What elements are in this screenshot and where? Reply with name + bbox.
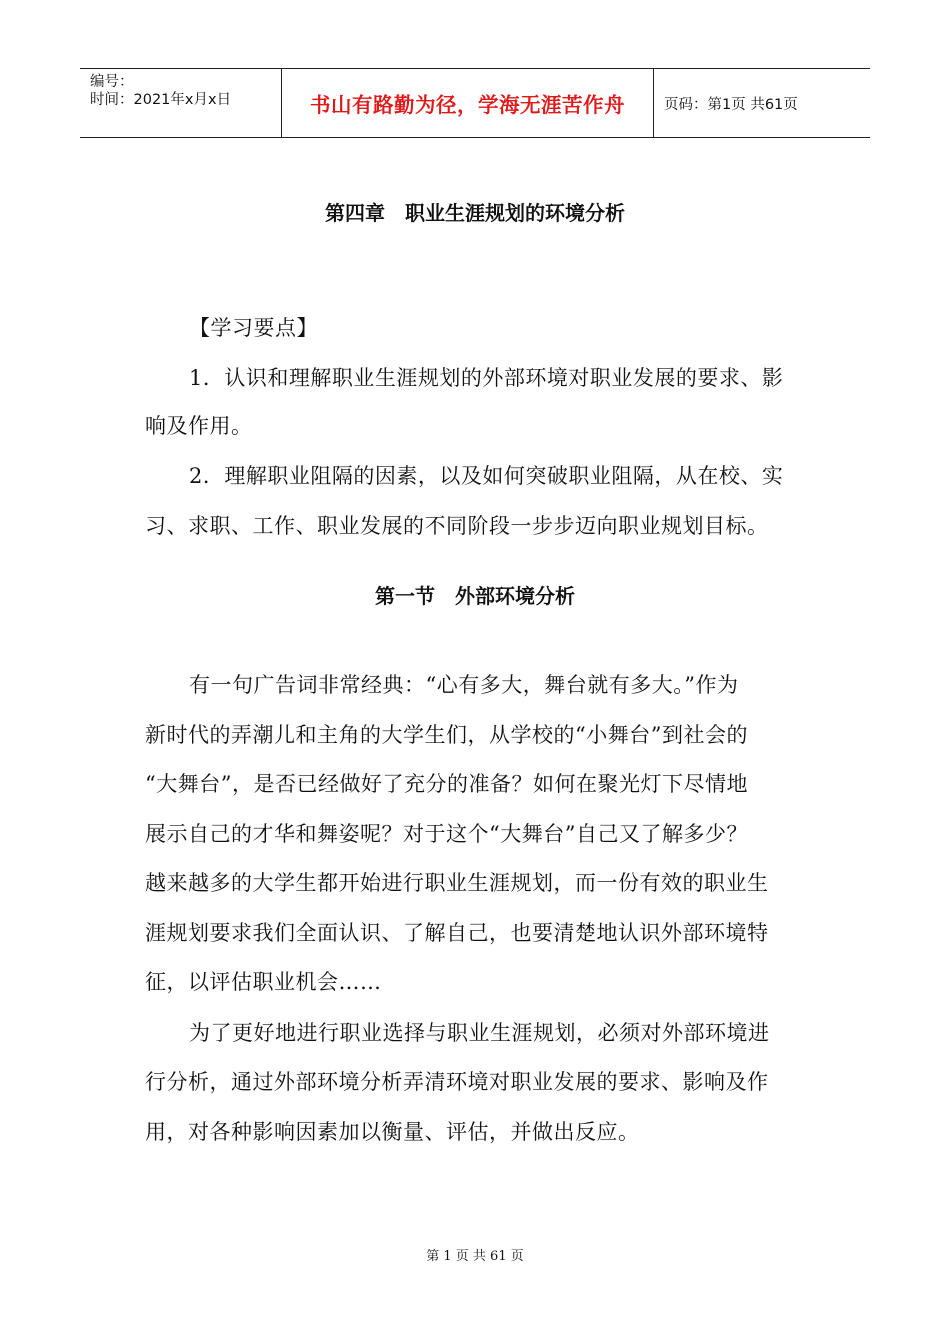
paragraph-line: 有一句广告词非常经典：“心有多大，舞台就有多大。”作为 [189, 673, 739, 697]
date-label: 时间：2021年x月x日 [90, 92, 232, 108]
key-point-line: 习、求职、工作、职业发展的不同阶段一步步迈向职业规划目标。 [145, 514, 769, 538]
paragraph-line: 行分析，通过外部环境分析弄清环境对职业发展的要求、影响及作 [145, 1070, 769, 1094]
paragraph-line: 征，以评估职业机会…… [145, 970, 382, 994]
paragraph-line: 涯规划要求我们全面认识、了解自己，也要清楚地认识外部环境特 [145, 921, 769, 945]
section-title: 第一节 外部环境分析 [375, 584, 575, 608]
paragraph-line: 为了更好地进行职业选择与职业生涯规划，必须对外部环境进 [189, 1021, 770, 1045]
paragraph-line: 越来越多的大学生都开始进行职业生涯规划，而一份有效的职业生 [145, 871, 769, 895]
header-meta-cell [80, 69, 282, 137]
header-page-cell [654, 69, 870, 137]
key-point-line: 1．认识和理解职业生涯规划的外部环境对职业发展的要求、影 [189, 366, 784, 390]
paragraph-line: 展示自己的才华和舞姿呢？对于这个“大舞台”自己又了解多少？ [145, 822, 748, 846]
doc-number-label: 编号： [90, 74, 134, 90]
motto-text: 书山有路勤为径，学海无涯苦作舟 [310, 93, 625, 117]
paragraph-line: 新时代的弄潮儿和主角的大学生们，从学校的“小舞台”到社会的 [145, 723, 748, 747]
page-footer: 第 1 页 共 61 页 [426, 1249, 524, 1264]
header-motto-cell [282, 69, 654, 137]
page-info: 页码：第1页 共61页 [664, 96, 798, 113]
document-header [80, 68, 870, 138]
paragraph-line: 用，对各种影响因素加以衡量、评估，并做出反应。 [145, 1120, 640, 1144]
key-points-heading: 【学习要点】 [189, 316, 318, 340]
chapter-title: 第四章 职业生涯规划的环境分析 [325, 201, 625, 225]
key-point-line: 响及作用。 [145, 414, 253, 438]
key-point-line: 2．理解职业阻隔的因素，以及如何突破职业阻隔，从在校、实 [189, 464, 784, 488]
paragraph-line: “大舞台”，是否已经做好了充分的准备？如何在聚光灯下尽情地 [145, 772, 748, 796]
